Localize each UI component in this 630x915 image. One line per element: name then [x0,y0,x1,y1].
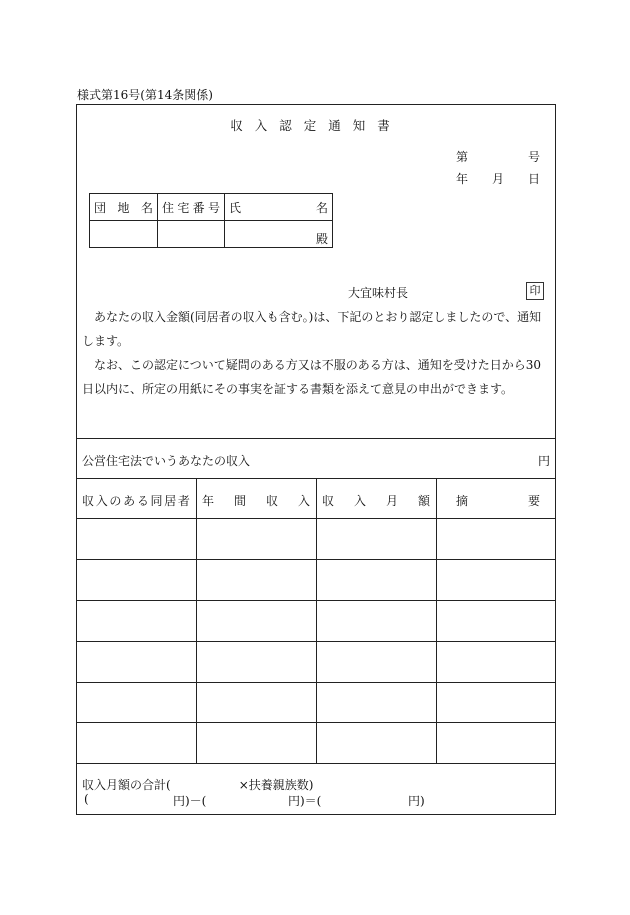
dono-honorific: 殿 [315,232,328,246]
form-number-label: 様式第16号(第14条関係) [77,88,213,102]
table-row-line-7 [76,763,556,764]
header-remarks: 摘 要 [456,494,540,508]
table-column-line-1 [196,478,197,763]
header-name: 氏 名 [225,194,333,221]
header-monthly-income: 収 入 月 額 [322,494,430,508]
seal-mark: 印 [526,282,544,300]
table-column-line-3 [436,478,437,763]
number-suffix: 号 [528,150,541,164]
address-table [89,193,333,248]
date-day: 日 [528,172,541,186]
header-annual-income: 年 間 収 入 [202,494,310,508]
document-title: 収入認定通知書 [230,118,402,133]
name-cell[interactable] [225,221,333,248]
header-house-number: 住 宅 番 号 [158,194,225,221]
date-year: 年 [456,172,469,186]
date-month: 月 [492,172,505,186]
income-label: 公営住宅法でいうあなたの収入 [82,454,251,468]
notice-paragraph-2: なお、この認定について疑問のある方又は不服のある方は、通知を受けた日から30日以内に、所定の用紙にその事実を証する書類を添えて意見の申出ができます。 [82,358,542,396]
divider-notice [76,438,556,439]
notice-paragraph-1: あなたの収入金額(同居者の収入も含む。)は、下記のとおり認定しましたので、通知します。 [82,310,542,348]
table-column-line-2 [316,478,317,763]
number-prefix: 第 [456,150,469,164]
header-cohabitant: 収 入 の あ る 同 居 者 [82,494,190,508]
danchi-name-cell[interactable] [90,221,158,248]
income-unit: 円 [538,454,551,468]
summary-line-1: 収入月額の合計( ×扶養親族数) [82,778,314,792]
mayor-name: 大宜味村長 [348,286,409,300]
header-danchi-name: 団 地 名 [90,194,158,221]
house-number-cell[interactable] [158,221,225,248]
